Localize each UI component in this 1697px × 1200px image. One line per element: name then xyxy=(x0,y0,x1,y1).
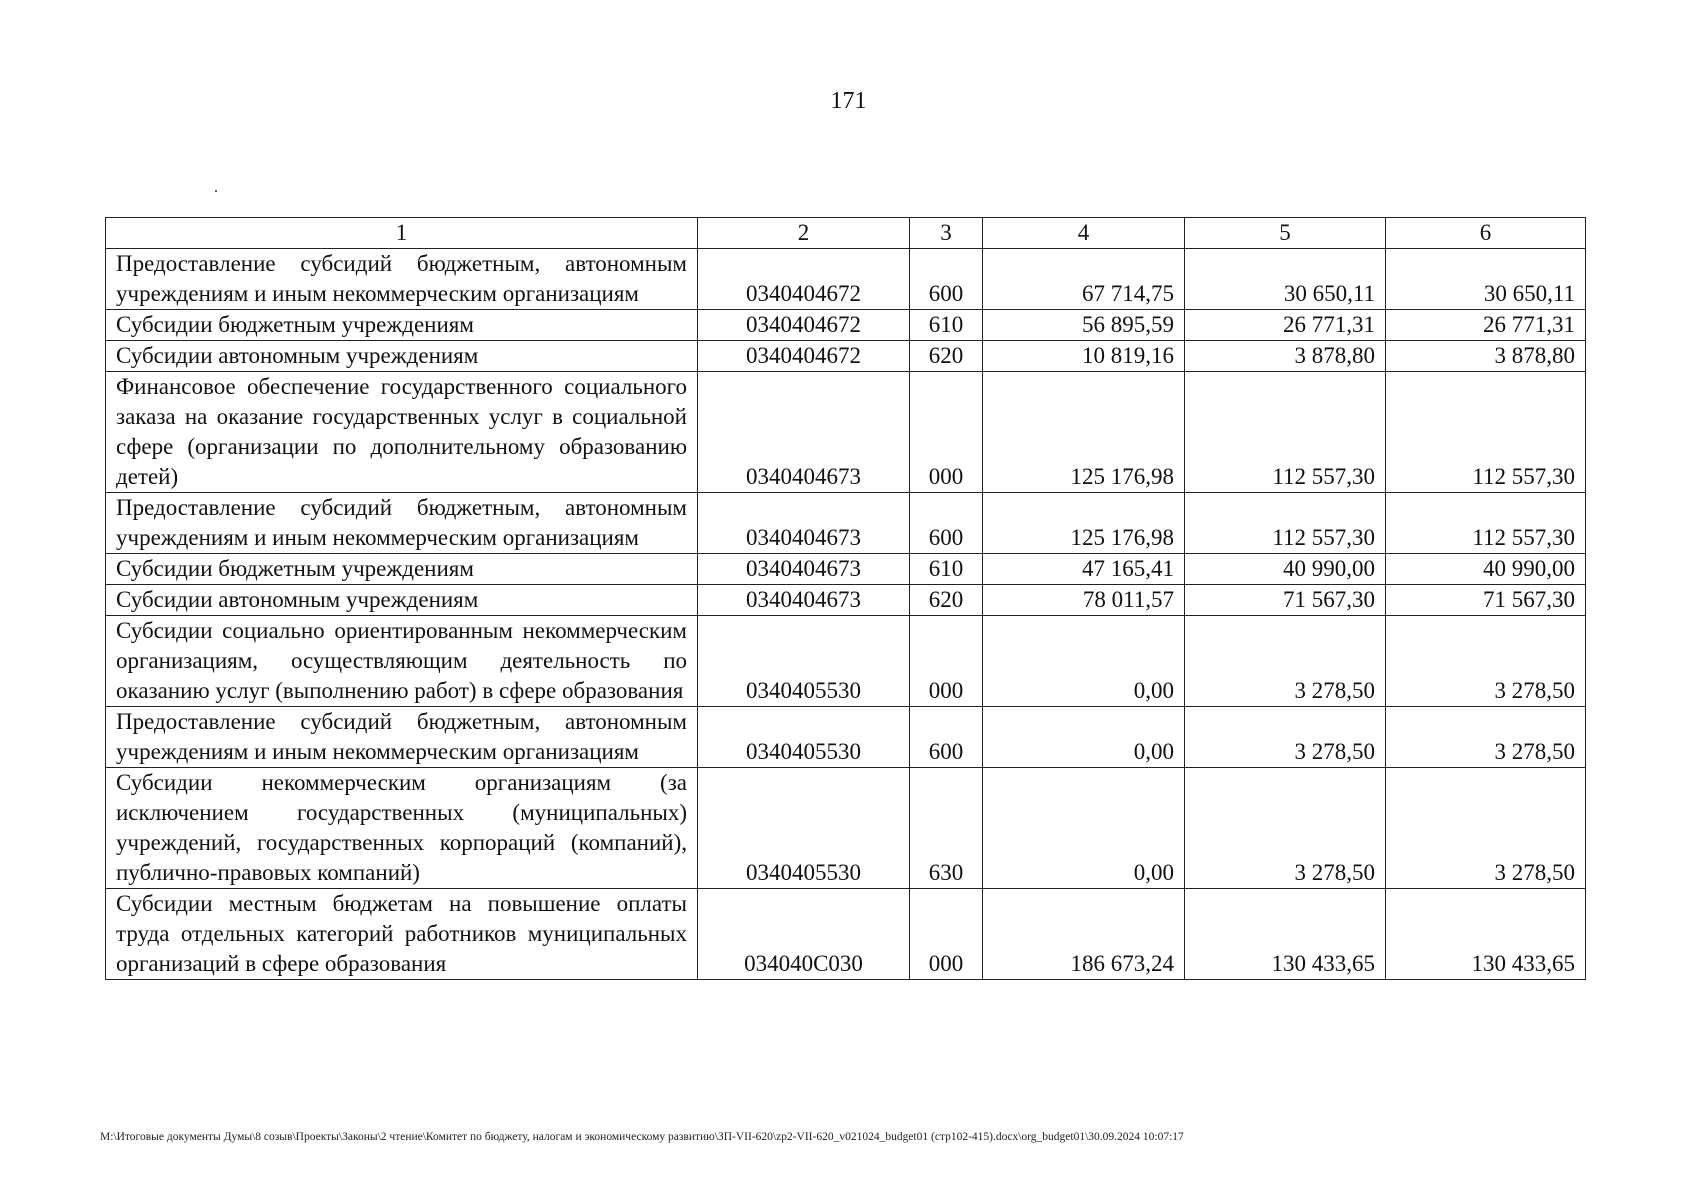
budget-table xyxy=(105,217,1586,980)
row-type: 620 xyxy=(910,341,983,372)
page-number: 171 xyxy=(830,88,867,114)
row-name: Субсидии некоммерческим организациям (за исключением государственных (муниципальных) учреждений, государственных корпораций (компаний), публично-правовых компаний) xyxy=(106,768,698,889)
row-value-6: 3 878,80 xyxy=(1386,341,1586,372)
column-header: 4 xyxy=(983,218,1185,249)
row-value-4: 67 714,75 xyxy=(983,249,1185,310)
row-value-6: 3 278,50 xyxy=(1386,768,1586,889)
row-code: 0340404672 xyxy=(698,341,910,372)
row-name: Предоставление субсидий бюджетным, автономным учреждениям и иным некоммерческим организациям xyxy=(106,493,698,554)
row-name: Предоставление субсидий бюджетным, автономным учреждениям и иным некоммерческим организациям xyxy=(106,249,698,310)
row-value-4: 0,00 xyxy=(983,707,1185,768)
row-value-5: 112 557,30 xyxy=(1185,372,1386,493)
row-value-4: 56 895,59 xyxy=(983,310,1185,341)
table-row xyxy=(106,493,1586,554)
row-type: 610 xyxy=(910,310,983,341)
row-value-4: 47 165,41 xyxy=(983,554,1185,585)
table-row xyxy=(106,768,1586,889)
row-value-5: 3 278,50 xyxy=(1185,768,1386,889)
column-header: 6 xyxy=(1386,218,1586,249)
row-value-4: 186 673,24 xyxy=(983,889,1185,980)
row-name: Субсидии автономным учреждениям xyxy=(106,585,698,616)
table-row xyxy=(106,585,1586,616)
row-value-4: 0,00 xyxy=(983,768,1185,889)
row-value-4: 125 176,98 xyxy=(983,493,1185,554)
row-type: 610 xyxy=(910,554,983,585)
row-type: 630 xyxy=(910,768,983,889)
table-row xyxy=(106,889,1586,980)
row-type: 620 xyxy=(910,585,983,616)
row-type: 000 xyxy=(910,616,983,707)
row-name: Субсидии автономным учреждениям xyxy=(106,341,698,372)
row-value-5: 112 557,30 xyxy=(1185,493,1386,554)
row-code: 0340404673 xyxy=(698,554,910,585)
row-type: 000 xyxy=(910,889,983,980)
row-value-4: 10 819,16 xyxy=(983,341,1185,372)
row-name: Финансовое обеспечение государственного социального заказа на оказание государственных услуг в социальной сфере (организации по дополнительному образованию детей) xyxy=(106,372,698,493)
row-value-6: 112 557,30 xyxy=(1386,493,1586,554)
row-code: 0340404672 xyxy=(698,249,910,310)
table-row xyxy=(106,707,1586,768)
row-value-5: 3 878,80 xyxy=(1185,341,1386,372)
footer-file-path: M:\Итоговые документы Думы\8 созыв\Проекты\Законы\2 чтение\Комитет по бюджету, налогам и экономическому развитию\ЗП-VII-620\zp2-VII-620_v021024_budget01 (стр102-415).docx\org_budget01\30.09.2024 10:07:17 xyxy=(100,1131,1184,1143)
row-code: 0340404672 xyxy=(698,310,910,341)
row-name: Предоставление субсидий бюджетным, автономным учреждениям и иным некоммерческим организациям xyxy=(106,707,698,768)
row-code: 0340405530 xyxy=(698,707,910,768)
table-row xyxy=(106,341,1586,372)
row-code: 0340405530 xyxy=(698,616,910,707)
row-type: 000 xyxy=(910,372,983,493)
table-row xyxy=(106,616,1586,707)
row-value-6: 40 990,00 xyxy=(1386,554,1586,585)
row-type: 600 xyxy=(910,249,983,310)
row-value-4: 0,00 xyxy=(983,616,1185,707)
row-value-5: 71 567,30 xyxy=(1185,585,1386,616)
row-value-6: 130 433,65 xyxy=(1386,889,1586,980)
row-value-5: 26 771,31 xyxy=(1185,310,1386,341)
row-value-4: 78 011,57 xyxy=(983,585,1185,616)
row-value-4: 125 176,98 xyxy=(983,372,1185,493)
row-type: 600 xyxy=(910,493,983,554)
row-value-5: 3 278,50 xyxy=(1185,616,1386,707)
row-code: 0340404673 xyxy=(698,493,910,554)
row-name: Субсидии социально ориентированным некоммерческим организациям, осуществляющим деятельность по оказанию услуг (выполнению работ) в сфере образования xyxy=(106,616,698,707)
row-value-6: 30 650,11 xyxy=(1386,249,1586,310)
row-value-6: 112 557,30 xyxy=(1386,372,1586,493)
row-name: Субсидии бюджетным учреждениям xyxy=(106,554,698,585)
row-value-5: 130 433,65 xyxy=(1185,889,1386,980)
row-value-5: 40 990,00 xyxy=(1185,554,1386,585)
row-value-6: 3 278,50 xyxy=(1386,616,1586,707)
scan-speck xyxy=(215,190,217,192)
row-name: Субсидии бюджетным учреждениям xyxy=(106,310,698,341)
column-header: 2 xyxy=(698,218,910,249)
row-value-6: 71 567,30 xyxy=(1386,585,1586,616)
row-code: 0340404673 xyxy=(698,585,910,616)
row-value-6: 3 278,50 xyxy=(1386,707,1586,768)
row-value-5: 30 650,11 xyxy=(1185,249,1386,310)
row-code: 0340404673 xyxy=(698,372,910,493)
table-row xyxy=(106,249,1586,310)
column-header: 3 xyxy=(910,218,983,249)
table-row xyxy=(106,310,1586,341)
table-header-row xyxy=(106,218,1586,249)
row-value-6: 26 771,31 xyxy=(1386,310,1586,341)
table-row xyxy=(106,554,1586,585)
row-code: 0340405530 xyxy=(698,768,910,889)
table-row xyxy=(106,372,1586,493)
row-name: Субсидии местным бюджетам на повышение оплаты труда отдельных категорий работников муниципальных организаций в сфере образования xyxy=(106,889,698,980)
column-header: 5 xyxy=(1185,218,1386,249)
column-header: 1 xyxy=(106,218,698,249)
row-type: 600 xyxy=(910,707,983,768)
row-value-5: 3 278,50 xyxy=(1185,707,1386,768)
row-code: 034040С030 xyxy=(698,889,910,980)
